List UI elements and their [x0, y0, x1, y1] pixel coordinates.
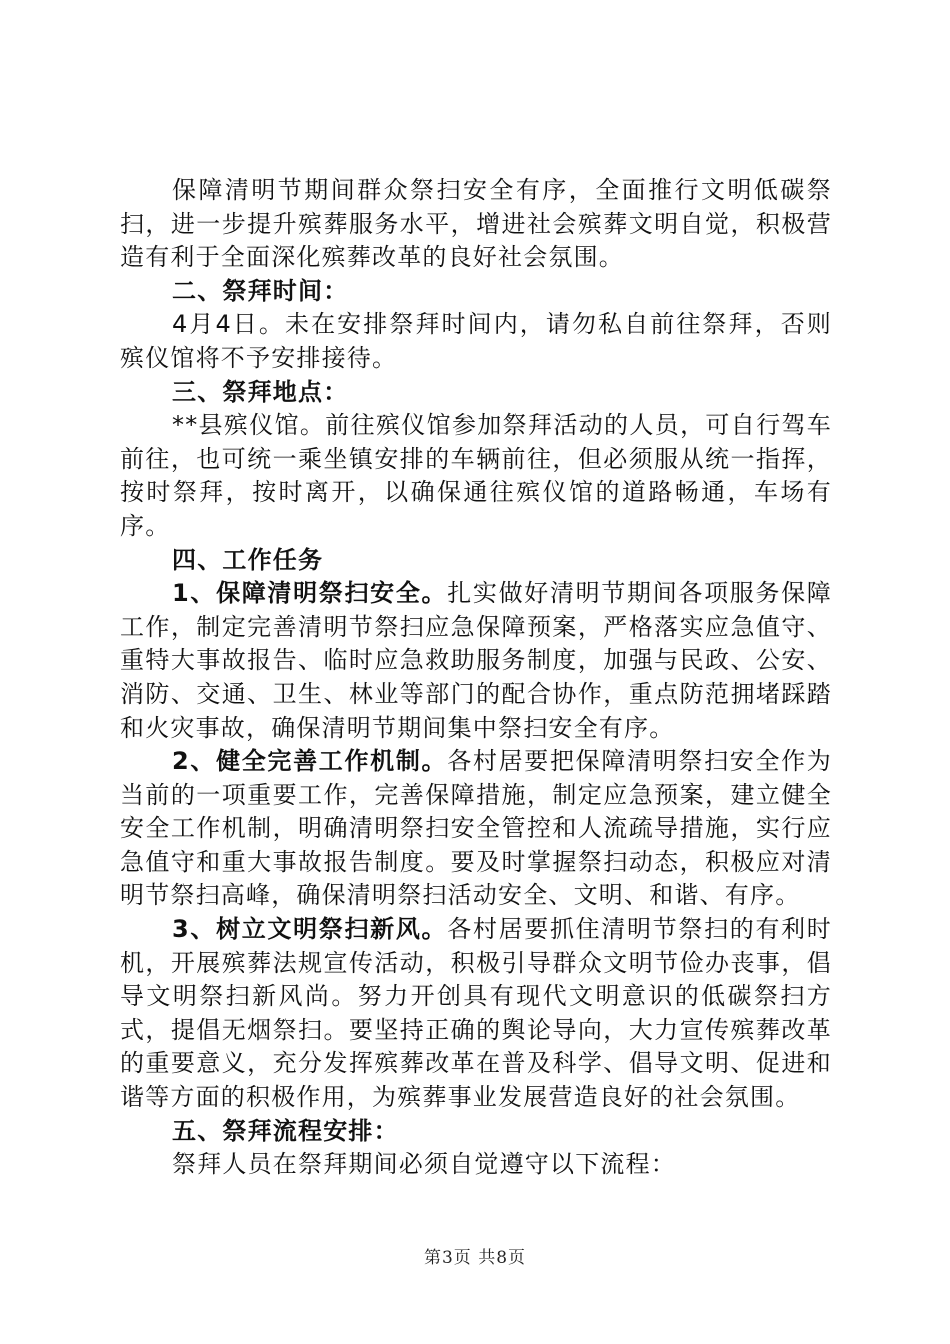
paragraph-task-1: [120, 577, 832, 745]
paragraph-worship-process: 祭拜人员在祭拜期间必须自觉遵守以下流程：: [172, 1150, 676, 1179]
task-1-text: 扎实做好清明节期间各项服务保障工作，制定完善清明节祭扫应急保障预案，严格落实应急值守、重特大事故报告、临时应急救助服务制度，加强与民政、公安、消防、交通、卫生、林业等部门的配合协作，重点防范拥堵踩踏和火灾事故，确保清明节期间集中祭扫安全有序。: [120, 579, 833, 742]
paragraph-intro: 保障清明节期间群众祭扫安全有序，全面推行文明低碳祭扫，进一步提升殡葬服务水平，增进社会殡葬文明自觉，积极营造有利于全面深化殡葬改革的良好社会氛围。: [120, 176, 832, 272]
page-number-footer: 第3页 共8页: [423, 1248, 527, 1268]
heading-worship-process: 五、祭拜流程安排：: [172, 1116, 399, 1145]
task-1-lead: 1、保障清明祭扫安全。: [172, 579, 448, 608]
task-3-text: 各村居要抓住清明节祭扫的有利时机，开展殡葬法规宣传活动，积极引导群众文明节俭办丧事，倡导文明祭扫新风尚。努力开创具有现代文明意识的低碳祭扫方式，提倡无烟祭扫。要坚持正确的舆论导向，大力宣传殡葬改革的重要意义，充分发挥殡葬改革在普及科学、倡导文明、促进和谐等方面的积极作用，为殡葬事业发展营造良好的社会氛围。: [120, 915, 833, 1112]
paragraph-task-3: [120, 913, 832, 1115]
heading-work-tasks: 四、工作任务: [172, 545, 324, 574]
paragraph-worship-time: 4月4日。未在安排祭拜时间内，请勿私自前往祭拜，否则殡仪馆将不予安排接待。: [120, 310, 832, 372]
task-3-lead: 3、树立文明祭扫新风。: [172, 915, 448, 944]
document-body: [120, 174, 832, 1182]
paragraph-task-2: [120, 745, 832, 913]
task-2-text: 各村居要把保障清明祭扫安全作为当前的一项重要工作，完善保障措施，制定应急预案，建立健全安全工作机制，明确清明祭扫安全管控和人流疏导措施，实行应急值守和重大事故报告制度。要及时掌握祭扫动态，积极应对清明节祭扫高峰，确保清明祭扫活动安全、文明、和谐、有序。: [120, 747, 833, 910]
paragraph-worship-location: **县殡仪馆。前往殡仪馆参加祭拜活动的人员，可自行驾车前往，也可统一乘坐镇安排的车辆前往，但必须服从统一指挥，按时祭拜，按时离开，以确保通往殡仪馆的道路畅通，车场有序。: [120, 411, 832, 540]
heading-worship-location: 三、祭拜地点：: [172, 377, 349, 406]
task-2-lead: 2、健全完善工作机制。: [172, 747, 448, 776]
heading-worship-time: 二、祭拜时间：: [172, 276, 349, 305]
